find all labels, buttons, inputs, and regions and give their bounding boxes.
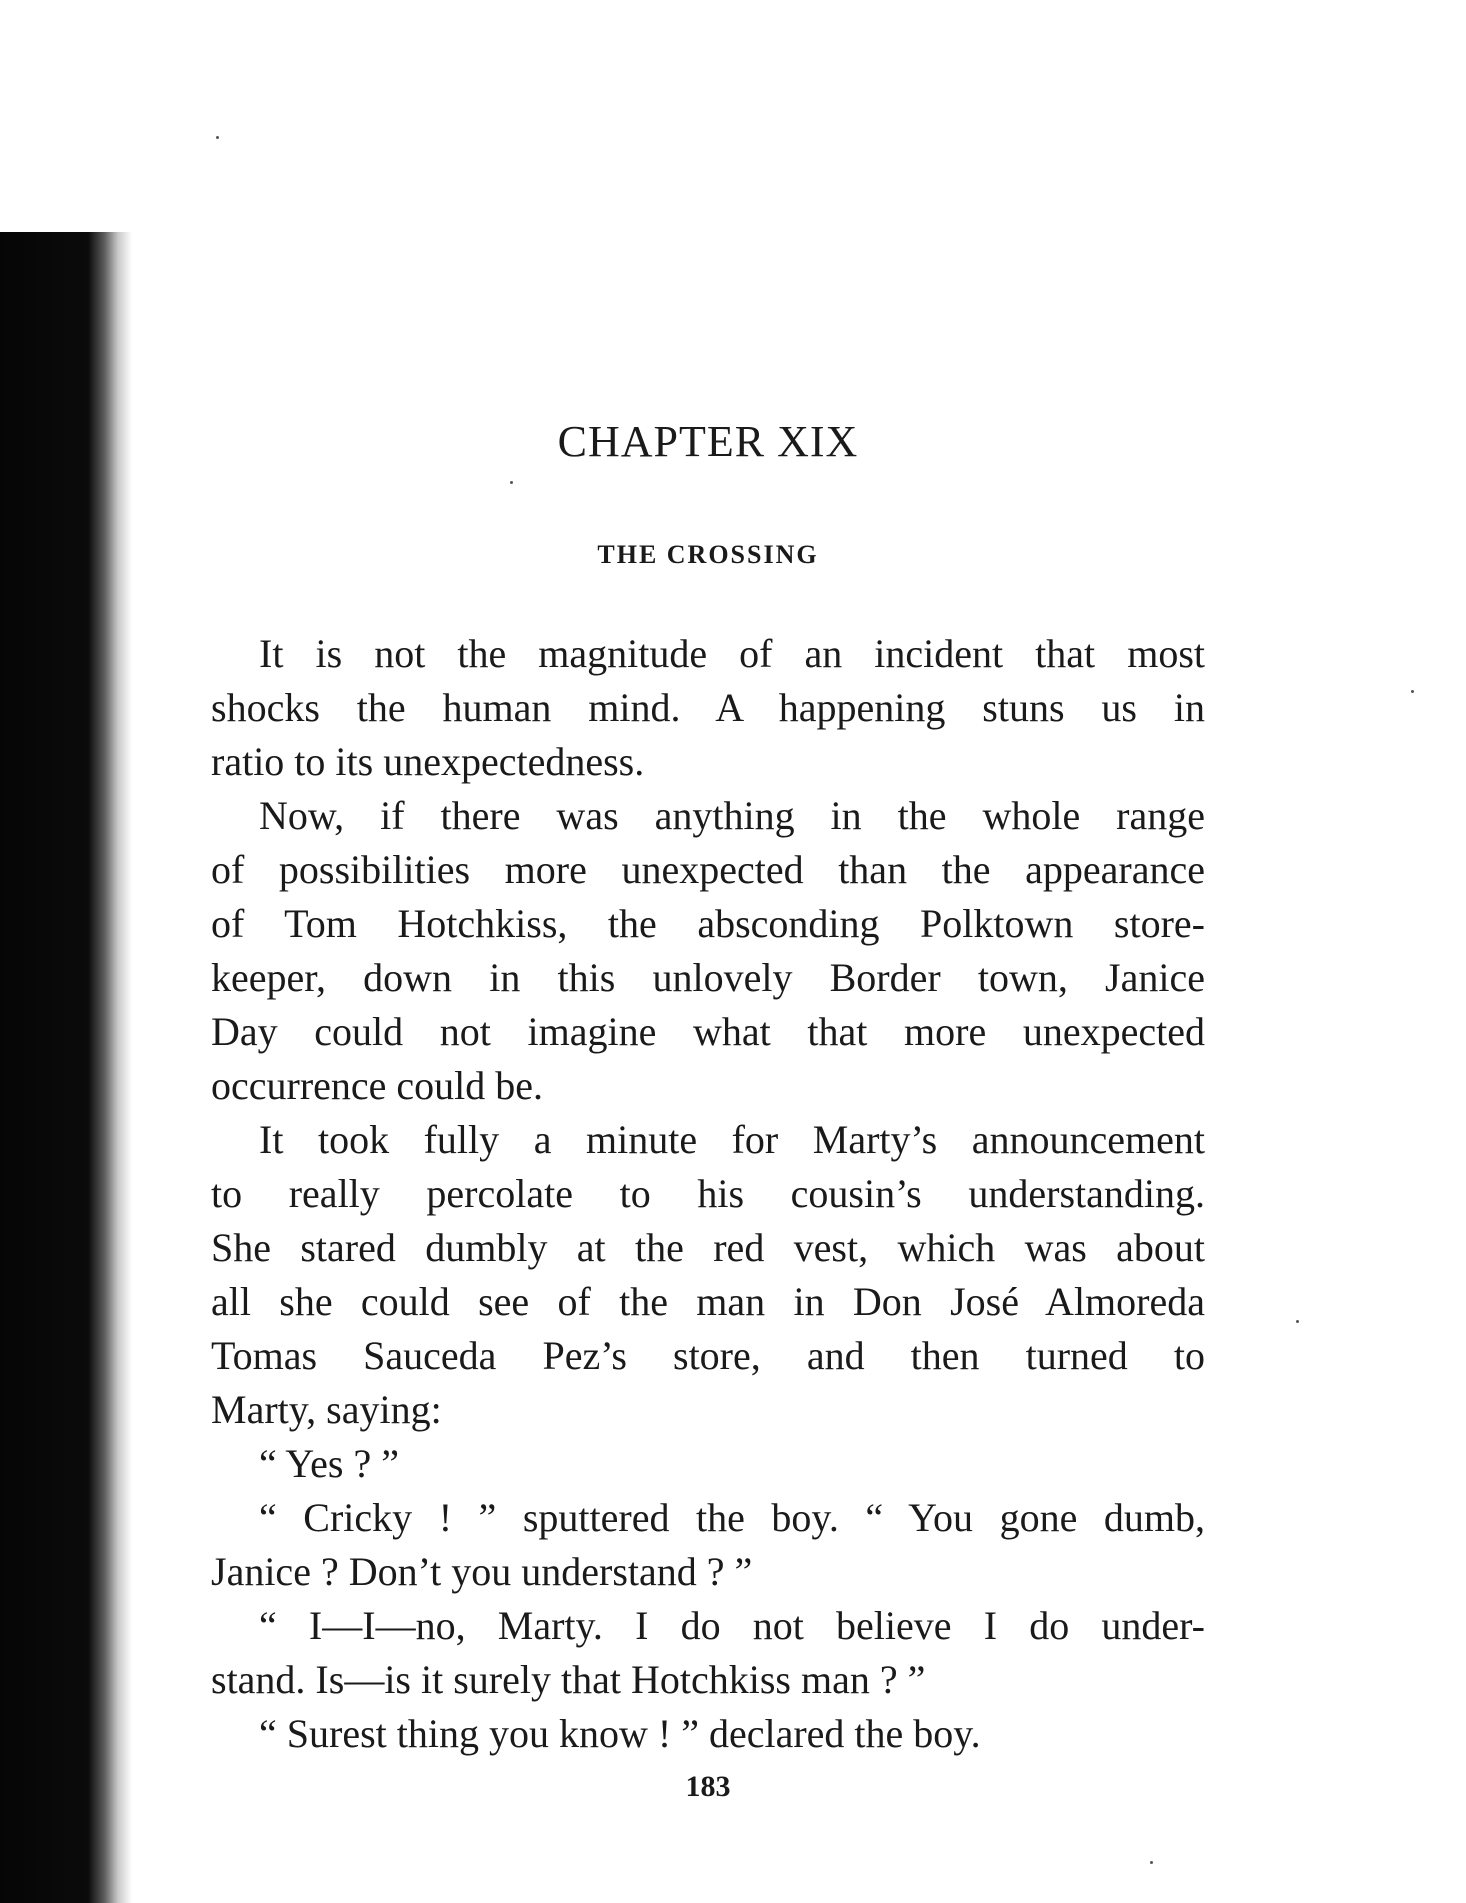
text-line: Marty, saying: [211, 1387, 442, 1432]
chapter-subtitle: THE CROSSING [597, 540, 819, 569]
text-line: shocks the human mind. A happening stuns us in [211, 685, 1205, 730]
text-line: of Tom Hotchkiss, the absconding Polktown store- [211, 901, 1205, 946]
scan-speck [1296, 1320, 1299, 1323]
text-line: Day could not imagine what that more unexpected [211, 1009, 1205, 1054]
text-line: “ Cricky ! ” sputtered the boy. “ You gone dumb, [259, 1495, 1205, 1540]
page-number: 183 [685, 1770, 731, 1803]
text-line: Tomas Sauceda Pez’s store, and then turned to [211, 1333, 1205, 1378]
text-line: It is not the magnitude of an incident that most [259, 631, 1205, 676]
text-line: Now, if there was anything in the whole range [259, 793, 1205, 838]
binding-shadow [0, 232, 132, 1903]
text-line: of possibilities more unexpected than the appearance [211, 847, 1205, 892]
text-line: “ I—I—no, Marty. I do not believe I do under- [259, 1603, 1205, 1648]
scan-speck [1150, 1861, 1153, 1864]
text-line: She stared dumbly at the red vest, which was about [211, 1225, 1205, 1270]
text-line: all she could see of the man in Don José Almoreda [211, 1279, 1205, 1324]
text-line: keeper, down in this unlovely Border town, Janice [211, 955, 1205, 1000]
text-line: “ Surest thing you know ! ” declared the boy. [259, 1711, 981, 1756]
scan-speck [510, 481, 513, 484]
text-line: occurrence could be. [211, 1063, 544, 1108]
text-line: ratio to its unexpectedness. [211, 739, 645, 784]
scan-speck [1411, 690, 1414, 693]
chapter-title: CHAPTER XIX [557, 417, 859, 466]
text-line: Janice ? Don’t you understand ? ” [211, 1549, 753, 1594]
scan-speck [216, 136, 219, 139]
text-line: “ Yes ? ” [259, 1441, 399, 1486]
text-line: stand. Is—is it surely that Hotchkiss man ? ” [211, 1657, 926, 1702]
text-line: to really percolate to his cousin’s understanding. [211, 1171, 1205, 1216]
text-line: It took fully a minute for Marty’s announcement [259, 1117, 1205, 1162]
